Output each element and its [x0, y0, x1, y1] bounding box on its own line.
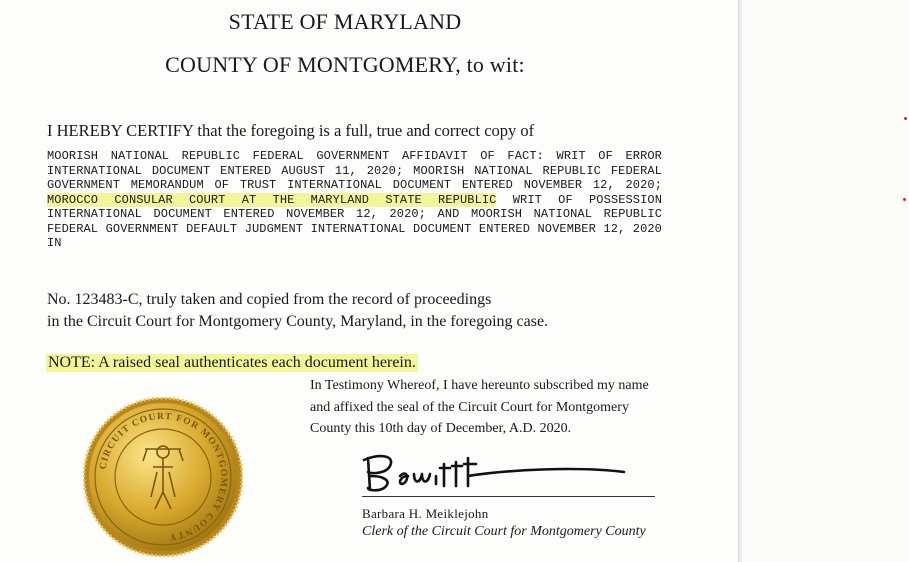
- testimony-line-3: County this 10th day of December, A.D. 2020.: [310, 421, 572, 436]
- typed-document-list: [47, 149, 662, 251]
- adjacent-page: [742, 0, 909, 562]
- record-statement: [47, 289, 548, 333]
- record-line-1: No. 123483-C, truly taken and copied from the record of proceedings: [47, 291, 492, 308]
- clerk-title: Clerk of the Circuit Court for Montgomery County: [362, 524, 646, 539]
- typed-text-part1: MOORISH NATIONAL REPUBLIC FEDERAL GOVERNMENT AFFIDAVIT OF FACT: WRIT OF ERROR INTERNATIONAL DOCUMENT ENTERED AUGUST 11, 2020; MOORISH NATIONAL REPUBLIC FEDERAL GOVERNMENT MEMORANDUM OF TRUST INTERNATIONAL DOCUMENT ENTERED NOVEMBER 12, 2020;: [47, 149, 662, 192]
- clerk-name: Barbara H. Meiklejohn: [362, 506, 489, 521]
- gold-court-seal: [83, 397, 243, 557]
- testimony-line-2: and affixed the seal of the Circuit Court for Montgomery: [310, 399, 629, 415]
- typed-text-part2: WRIT OF POSSESSION INTERNATIONAL DOCUMENT ENTERED NOVEMBER 12, 2020; AND MOORISH NATIONAL REPUBLIC FEDERAL GOVERNMENT DEFAULT JUDGMENT INTERNATIONAL DOCUMENT ENTERED NOVEMBER 12, 2020 IN: [47, 192, 662, 250]
- highlighted-text: MOROCCO CONSULAR COURT AT THE MARYLAND STATE REPUBLIC: [47, 192, 497, 207]
- record-line-2: in the Circuit Court for Montgomery County, Maryland, in the foregoing case.: [47, 313, 549, 330]
- seal-note: NOTE: A raised seal authenticates each document herein.: [48, 354, 416, 371]
- certify-line: I HEREBY CERTIFY that the foregoing is a full, true and correct copy of: [47, 121, 535, 140]
- seal-ring-text: CIRCUIT COURT FOR MONTGOMERY COUNTY: [98, 411, 229, 542]
- red-annotation-dot: [903, 198, 906, 201]
- state-heading: STATE OF MARYLAND: [228, 9, 462, 34]
- clerk-signature: [356, 446, 656, 496]
- county-heading: COUNTY OF MONTGOMERY, to wit:: [165, 52, 525, 77]
- signature-line: [362, 496, 655, 497]
- red-annotation-dot: [904, 117, 907, 120]
- testimony-line-1: In Testimony Whereof, I have hereunto subscribed my name: [310, 378, 649, 393]
- testimony-block: [310, 375, 649, 440]
